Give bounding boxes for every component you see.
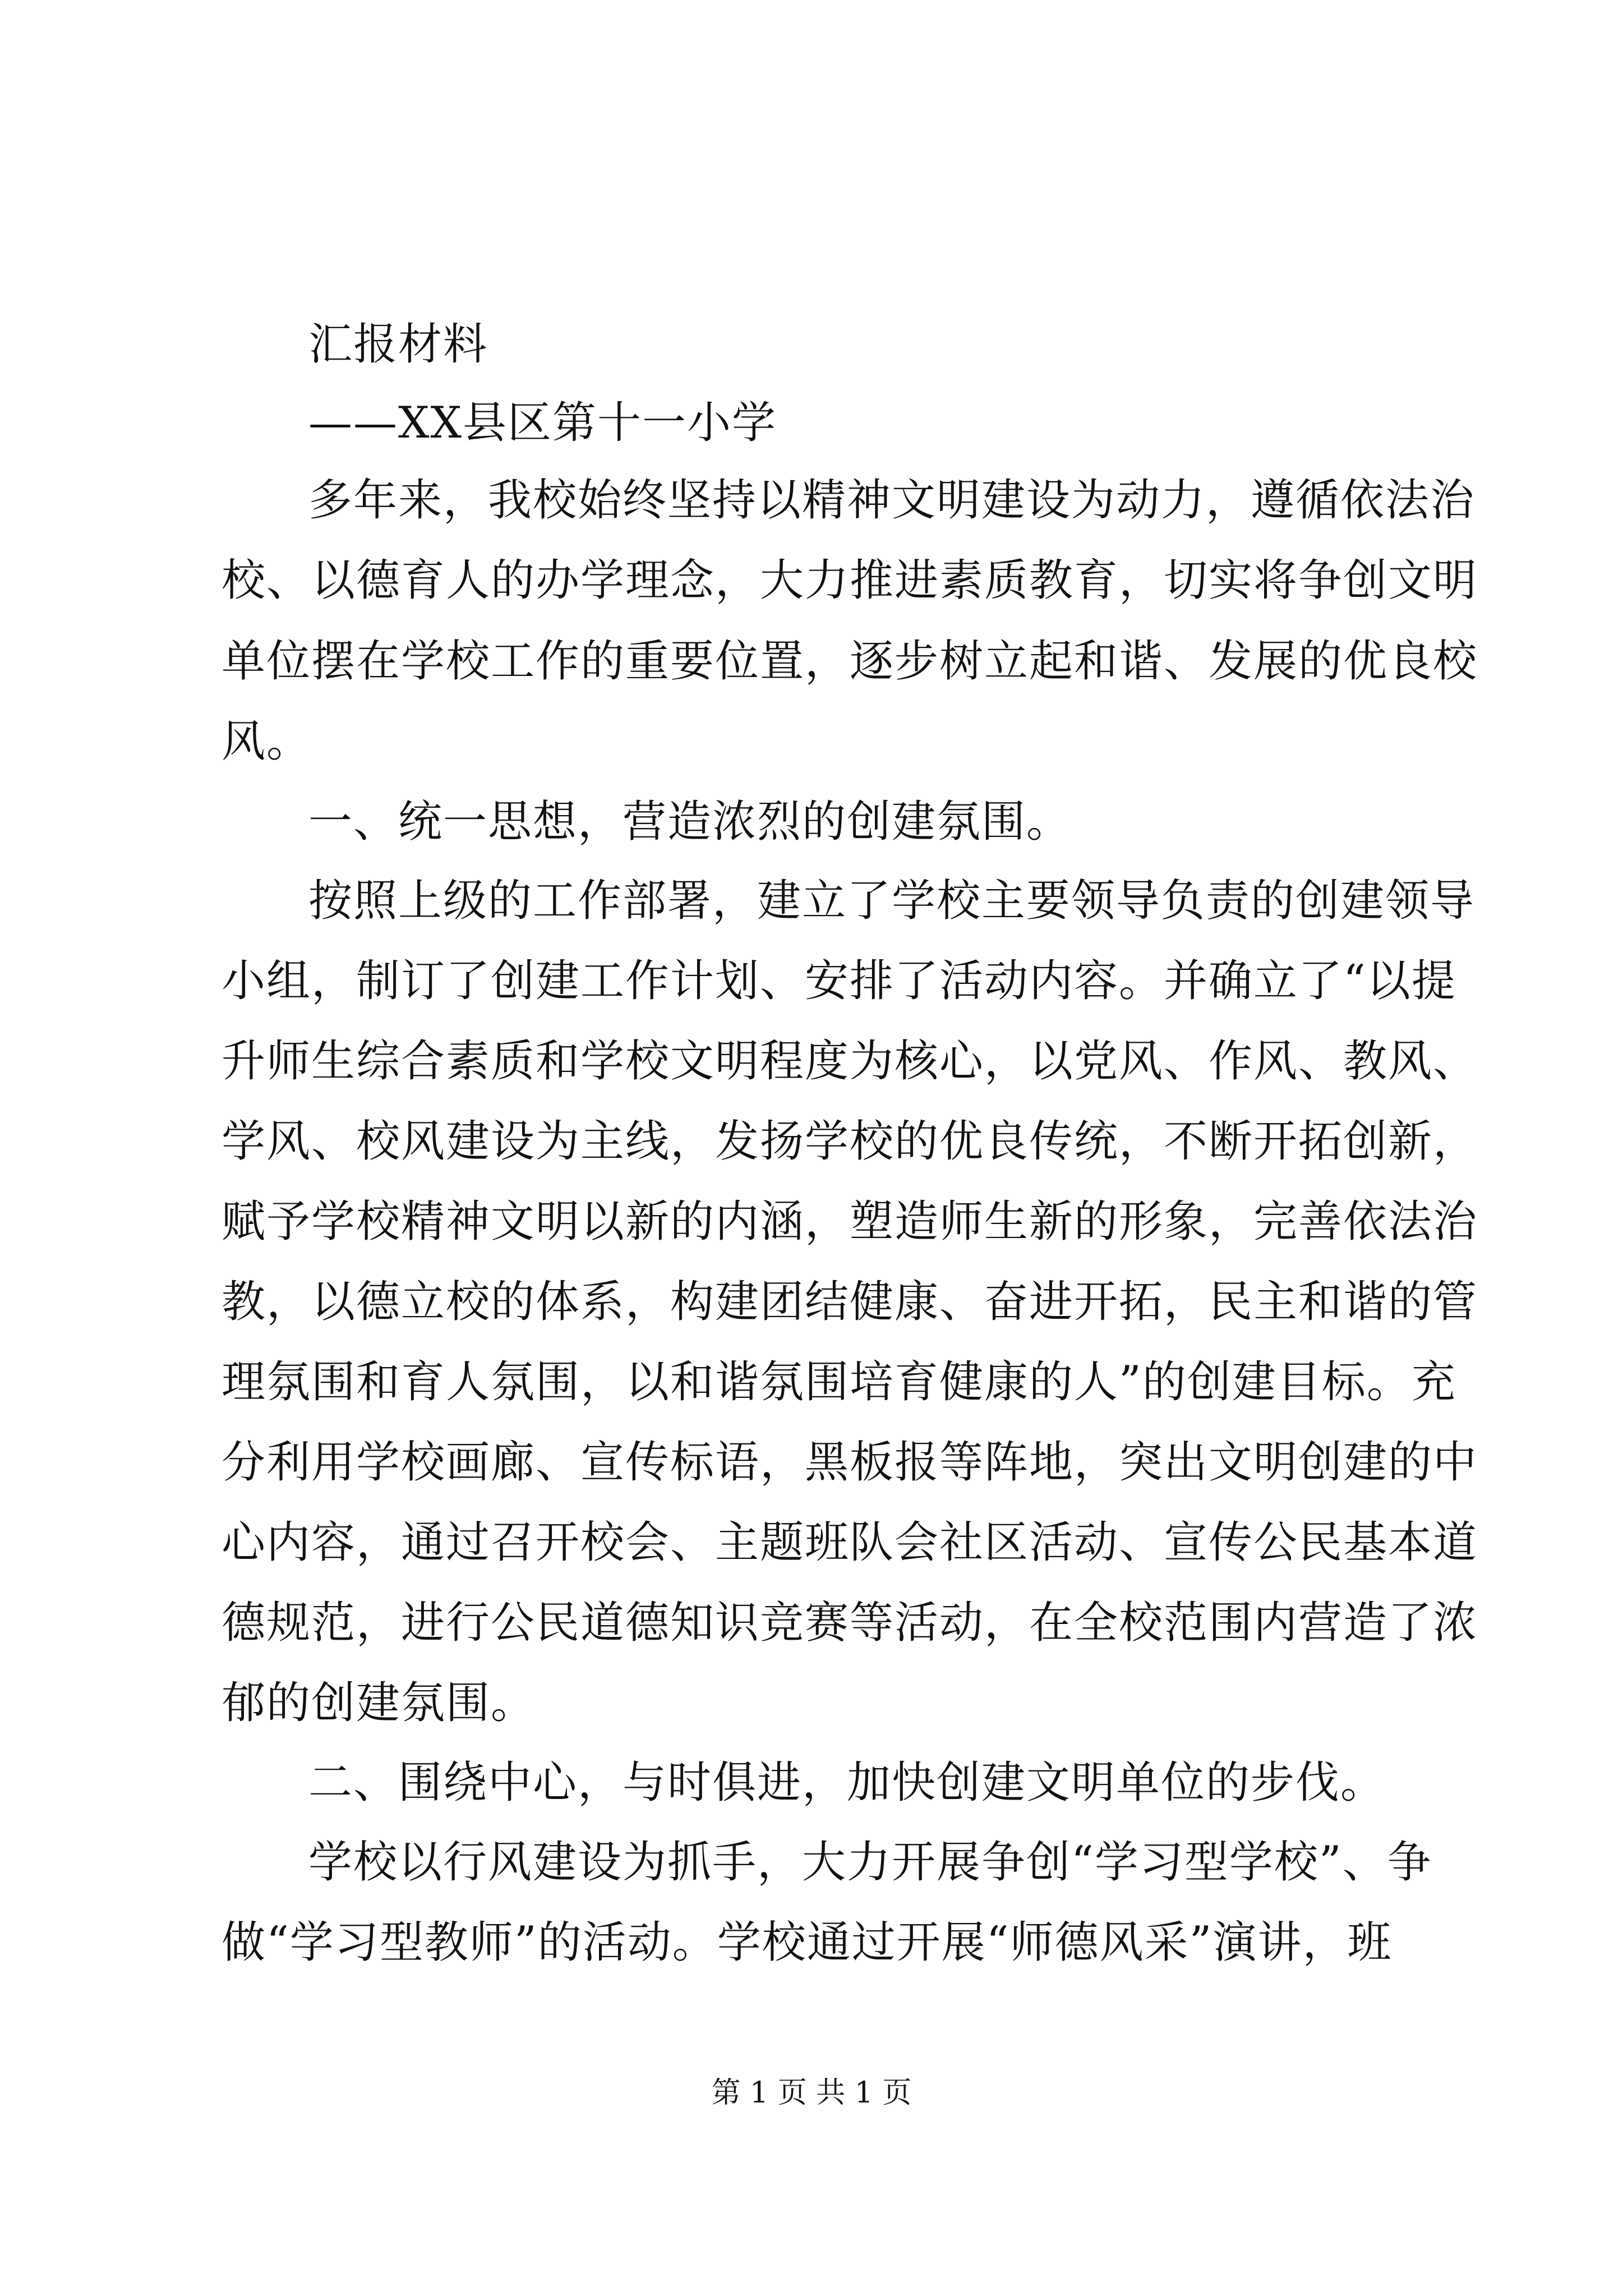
paragraph-line: 学校以行风建设为抓手，大力开展争创“学习型学校”、争	[308, 1837, 1432, 1888]
paragraph-line: 理氛围和育人氛围，以和谐氛围培育健康的人”的创建目标。充	[222, 1357, 1456, 1407]
paragraph-line: 按照上级的工作部署，建立了学校主要领导负责的创建领导	[308, 876, 1476, 926]
paragraph-line: 做“学习型教师”的活动。学校通过开展“师德风采”演讲，班	[222, 1917, 1393, 1968]
paragraph-line: 单位摆在学校工作的重要位置，逐步树立起和谐、发展的优良校	[222, 636, 1478, 687]
paragraph-line: 分利用学校画廊、宣传标语，黑板报等阵地，突出文明创建的中	[222, 1437, 1478, 1488]
paragraph-line: 德规范，进行公民道德知识竞赛等活动，在全校范围内营造了浓	[222, 1598, 1478, 1648]
paragraph-line: 校、以德育人的办学理念，大力推进素质教育，切实将争创文明	[222, 555, 1478, 606]
section-heading-1: 一、统一思想，营造浓烈的创建氛围。	[308, 797, 1072, 847]
page-footer: 第 1 页 共 1 页	[711, 2076, 912, 2110]
paragraph-line: 郁的创建氛围。	[222, 1678, 536, 1728]
document-title: 汇报材料	[308, 319, 488, 370]
paragraph-line: 赋予学校精神文明以新的内涵，塑造师生新的形象，完善依法治	[222, 1197, 1478, 1247]
paragraph-line: 心内容，通过召开校会、主题班队会社区活动、宣传公民基本道	[222, 1517, 1478, 1568]
paragraph-line: 升师生综合素质和学校文明程度为核心，以党风、作风、教风、	[222, 1036, 1478, 1087]
paragraph-line: 学风、校风建设为主线，发扬学校的优良传统，不断开拓创新，	[222, 1116, 1478, 1167]
paragraph-line: 小组，制订了创建工作计划、安排了活动内容。并确立了“以提	[222, 956, 1456, 1006]
paragraph-line: 风。	[222, 716, 312, 767]
section-heading-2: 二、围绕中心，与时俱进，加快创建文明单位的步伐。	[308, 1757, 1386, 1808]
paragraph-line: 多年来，我校始终坚持以精神文明建设为动力，遵循依法治	[308, 475, 1476, 526]
document-subtitle: ——XX县区第十一小学	[308, 398, 777, 448]
paragraph-line: 教，以德立校的体系，构建团结健康、奋进开拓，民主和谐的管	[222, 1277, 1478, 1327]
